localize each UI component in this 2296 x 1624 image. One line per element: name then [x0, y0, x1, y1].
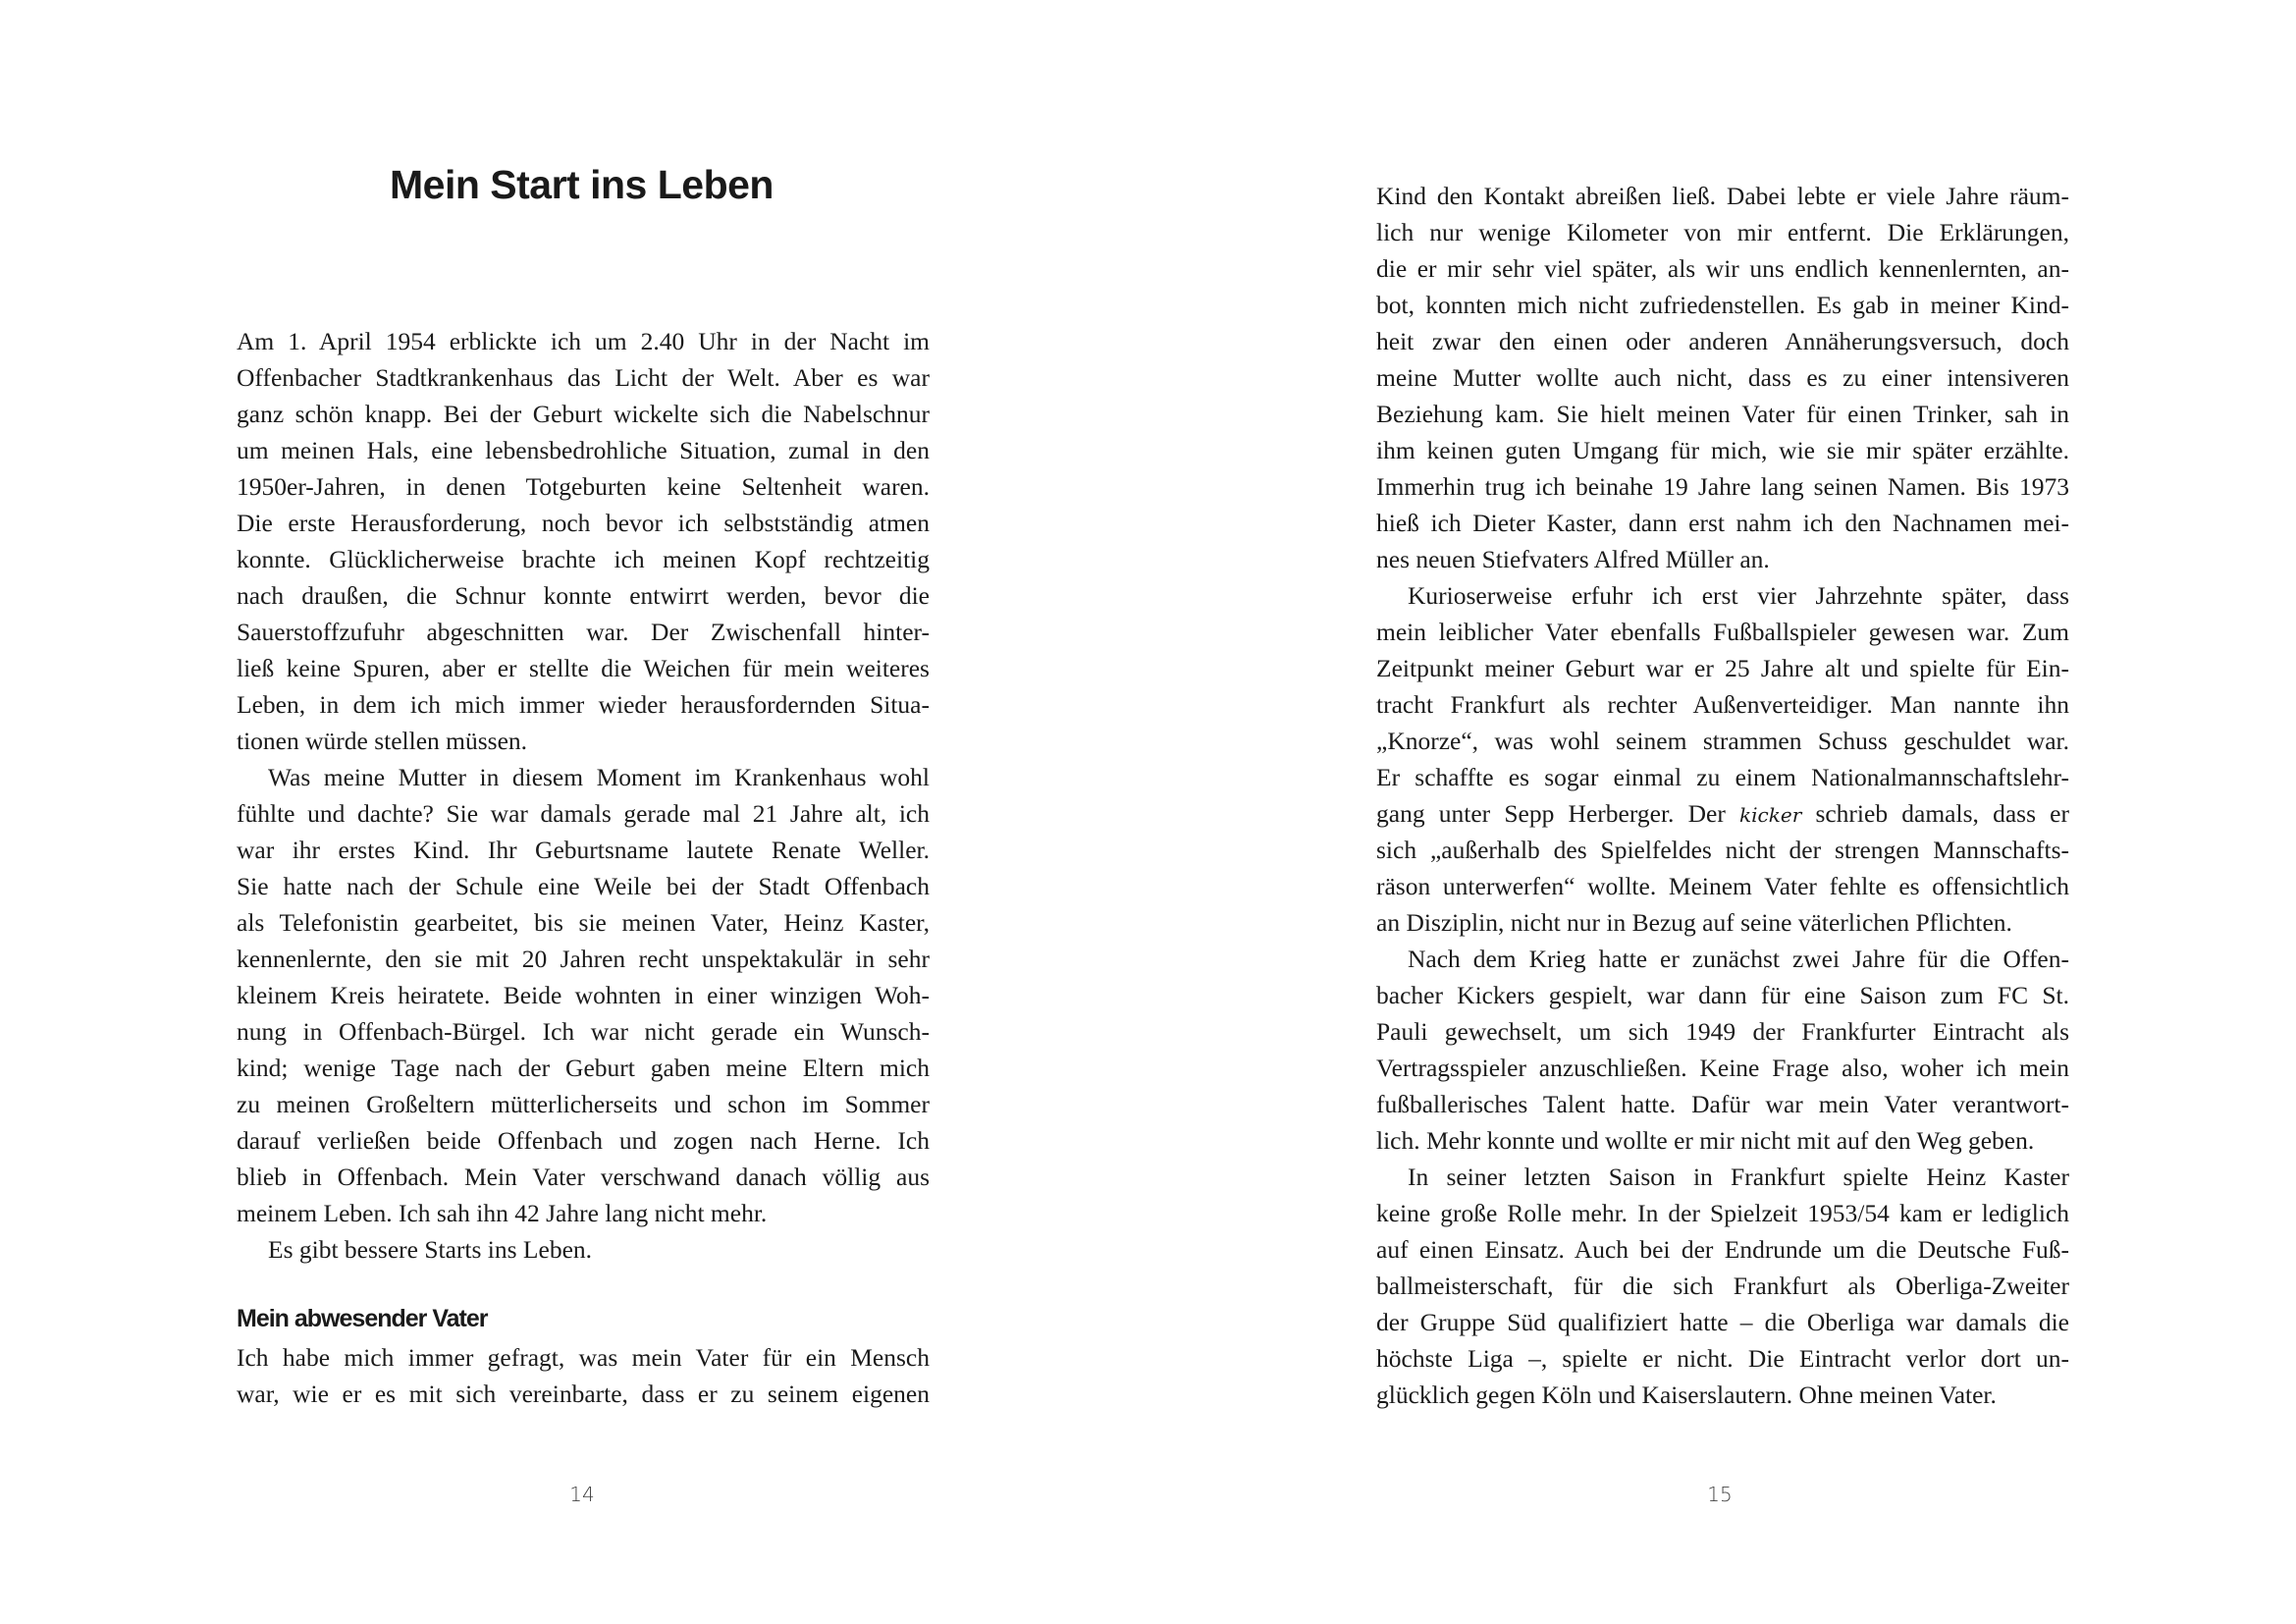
- italic-magazine-name: kicker: [1739, 803, 1802, 827]
- text-line: In seiner letzten Saison in Frankfurt spielte Heinz Kaster: [1408, 1163, 2069, 1191]
- text-line: heit zwar den einen oder anderen Annäherungsversuch, doch: [1376, 327, 2069, 355]
- text-line: meinem Leben. Ich sah ihn 42 Jahre lang nicht mehr.: [237, 1199, 768, 1227]
- right-page: [1148, 0, 2296, 1624]
- text-line: mein leiblicher Vater ebenfalls Fußballspieler gewesen war. Zum: [1376, 618, 2069, 646]
- text-line: höchste Liga –, spielte er nicht. Die Eintracht verlor dort un-: [1376, 1344, 2069, 1373]
- text-line: Am 1. April 1954 erblickte ich um 2.40 Uhr in der Nacht im: [237, 327, 930, 355]
- text-line: [1376, 795, 2069, 832]
- text-line: Beziehung kam. Sie hielt meinen Vater für einen Trinker, sah in: [1376, 400, 2069, 428]
- text-line: 1950er-Jahren, in denen Totgeburten keine Seltenheit waren.: [237, 472, 930, 501]
- text-line: Leben, in dem ich mich immer wieder herausfordernden Situa-: [237, 690, 930, 719]
- text-line: räson unterwerfen“ wollte. Meinem Vater fehlte es offensichtlich: [1376, 872, 2069, 900]
- text-line: Kind den Kontakt abreißen ließ. Dabei lebte er viele Jahre räum-: [1376, 182, 2069, 210]
- text-line: Zeitpunkt meiner Geburt war er 25 Jahre alt und spielte für Ein-: [1376, 654, 2069, 682]
- text-line: kleinem Kreis heiratete. Beide wohnten in einer winzigen Woh-: [237, 981, 930, 1009]
- text-line: Offenbacher Stadtkrankenhaus das Licht der Welt. Aber es war: [237, 363, 930, 392]
- text-line: die er mir sehr viel später, als wir uns endlich kennenlernten, an-: [1376, 254, 2069, 283]
- text-line: kennenlernte, den sie mit 20 Jahren recht unspektakulär in sehr: [237, 945, 930, 973]
- chapter-title: Mein Start ins Leben: [390, 162, 774, 207]
- text-line: ihm keinen guten Umgang für mich, wie sie mir später erzählte.: [1376, 436, 2069, 464]
- section-heading: Mein abwesender Vater: [237, 1305, 488, 1332]
- text-line: Sie hatte nach der Schule eine Weile bei der Stadt Offenbach: [237, 872, 930, 900]
- text-line: Kurioserweise erfuhr ich erst vier Jahrzehnte später, dass: [1408, 581, 2069, 610]
- text-line: lich nur wenige Kilometer von mir entfernt. Die Erklärungen,: [1376, 218, 2069, 246]
- text-line: Sauerstoffzufuhr abgeschnitten war. Der Zwischenfall hinter-: [237, 618, 930, 646]
- text-line: zu meinen Großeltern mütterlicherseits und schon im Sommer: [237, 1090, 930, 1118]
- text-line: lich. Mehr konnte und wollte er mir nicht mit auf den Weg geben.: [1376, 1126, 2035, 1155]
- text-line: an Disziplin, nicht nur in Bezug auf seine väterlichen Pflichten.: [1376, 908, 2012, 937]
- text-line: Die erste Herausforderung, noch bevor ich selbstständig atmen: [237, 509, 930, 537]
- text-line: auf einen Einsatz. Auch bei der Endrunde um die Deutsche Fuß-: [1376, 1235, 2069, 1264]
- text-line: ließ keine Spuren, aber er stellte die Weichen für mein weiteres: [237, 654, 930, 682]
- text-line: hieß ich Dieter Kaster, dann erst nahm ich den Nachnamen mei-: [1376, 509, 2069, 537]
- text-line: Immerhin trug ich beinahe 19 Jahre lang seinen Namen. Bis 1973: [1376, 472, 2069, 501]
- text-line: bot, konnten mich nicht zufriedenstellen. Es gab in meiner Kind-: [1376, 291, 2069, 319]
- page-number-left: 14: [569, 1483, 595, 1506]
- text-line: Ich habe mich immer gefragt, was mein Vater für ein Mensch: [237, 1343, 930, 1372]
- text-line: ballmeisterschaft, für die sich Frankfurt als Oberliga-Zweiter: [1376, 1272, 2069, 1300]
- text-line: war, wie er es mit sich vereinbarte, dass er zu seinem eigenen: [237, 1380, 930, 1408]
- text-line: nes neuen Stiefvaters Alfred Müller an.: [1376, 545, 1770, 573]
- text-line: ganz schön knapp. Bei der Geburt wickelte sich die Nabelschnur: [237, 400, 930, 428]
- text-line: Pauli gewechselt, um sich 1949 der Frankfurter Eintracht als: [1376, 1017, 2069, 1046]
- text-line: als Telefonistin gearbeitet, bis sie meinen Vater, Heinz Kaster,: [237, 908, 930, 937]
- text-line: tracht Frankfurt als rechter Außenverteidiger. Man nannte ihn: [1376, 690, 2069, 719]
- text-segment: schrieb damals, dass er: [1801, 799, 2069, 828]
- text-line: Was meine Mutter in diesem Moment im Krankenhaus wohl: [268, 763, 930, 791]
- text-line: Er schaffte es sogar einmal zu einem Nationalmannschaftslehr-: [1376, 763, 2069, 791]
- text-line: Vertragsspieler anzuschließen. Keine Frage also, woher ich mein: [1376, 1054, 2069, 1082]
- text-line: keine große Rolle mehr. In der Spielzeit 1953/54 kam er lediglich: [1376, 1199, 2069, 1227]
- text-line: meine Mutter wollte auch nicht, dass es zu einer intensiveren: [1376, 363, 2069, 392]
- text-line: um meinen Hals, eine lebensbedrohliche Situation, zumal in den: [237, 436, 930, 464]
- text-line: Nach dem Krieg hatte er zunächst zwei Jahre für die Offen-: [1408, 945, 2069, 973]
- text-line: der Gruppe Süd qualifiziert hatte – die Oberliga war damals die: [1376, 1308, 2069, 1336]
- text-line: fußballerisches Talent hatte. Dafür war mein Vater verantwort-: [1376, 1090, 2069, 1118]
- text-line: bacher Kickers gespielt, war dann für eine Saison zum FC St.: [1376, 981, 2069, 1009]
- text-line: kind; wenige Tage nach der Geburt gaben meine Eltern mich: [237, 1054, 930, 1082]
- text-line: nach draußen, die Schnur konnte entwirrt werden, bevor die: [237, 581, 930, 610]
- text-line: darauf verließen beide Offenbach und zogen nach Herne. Ich: [237, 1126, 930, 1155]
- text-line: sich „außerhalb des Spielfeldes nicht der strengen Mannschafts-: [1376, 836, 2069, 864]
- left-text-column: [237, 323, 930, 1412]
- text-segment: gang unter Sepp Herberger. Der: [1376, 799, 1740, 828]
- page-number-right: 15: [1707, 1483, 1733, 1506]
- text-line: konnte. Glücklicherweise brachte ich meinen Kopf rechtzeitig: [237, 545, 930, 573]
- text-line: war ihr erstes Kind. Ihr Geburtsname lautete Renate Weller.: [237, 836, 930, 864]
- text-line: blieb in Offenbach. Mein Vater verschwand danach völlig aus: [237, 1163, 930, 1191]
- text-line: Es gibt bessere Starts ins Leben.: [268, 1235, 593, 1264]
- text-line: tionen würde stellen müssen.: [237, 727, 528, 755]
- text-line: glücklich gegen Köln und Kaiserslautern. Ohne meinen Vater.: [1376, 1380, 1997, 1409]
- text-line: fühlte und dachte? Sie war damals gerade mal 21 Jahre alt, ich: [237, 799, 930, 828]
- text-line: „Knorze“, was wohl seinem strammen Schuss geschuldet war.: [1376, 727, 2069, 755]
- text-line: nung in Offenbach-Bürgel. Ich war nicht gerade ein Wunsch-: [237, 1017, 930, 1046]
- right-text-column: [1376, 178, 2069, 1413]
